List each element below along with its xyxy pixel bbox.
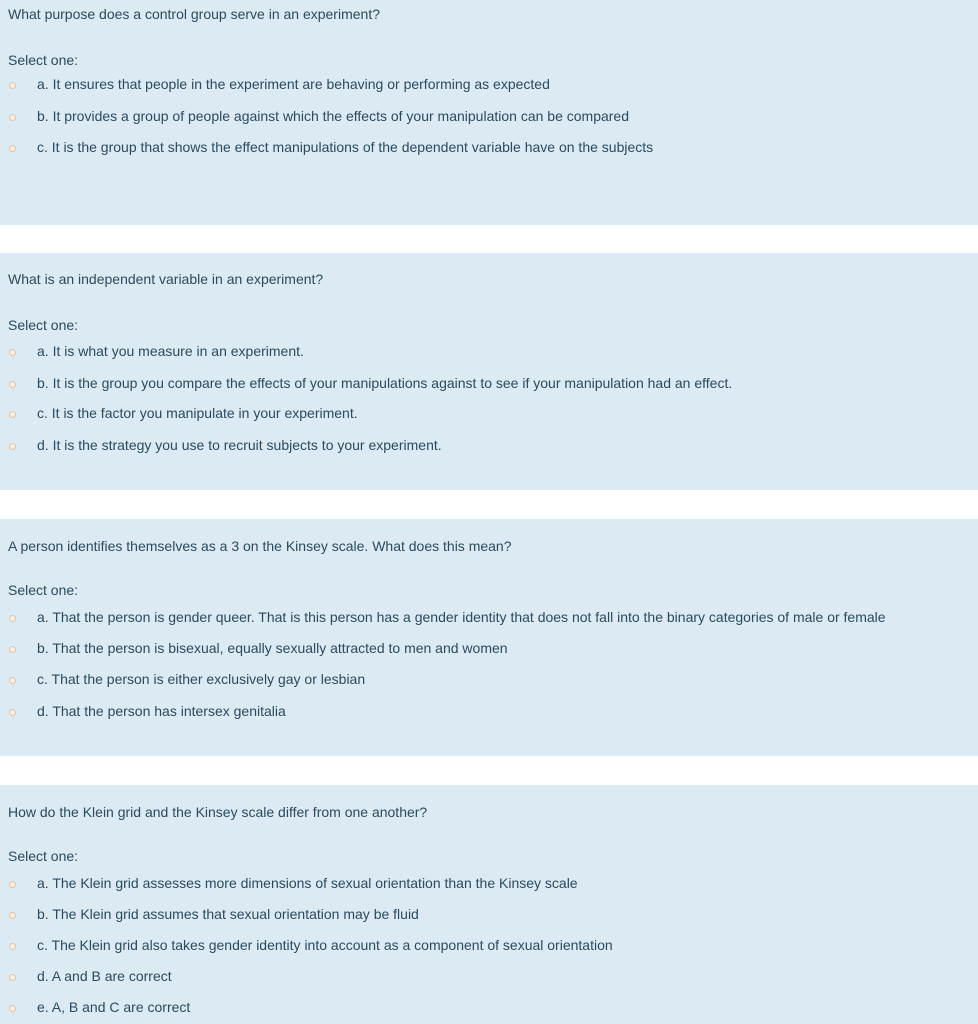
answer-option-label: a. It is what you measure in an experiment. (37, 343, 304, 359)
answer-option-label: a. The Klein grid assesses more dimensions of sexual orientation than the Kinsey scale (37, 875, 578, 891)
answer-option-label: a. That the person is gender queer. That is this person has a gender identity that does not fall into the binary categories of male or female (37, 609, 886, 625)
select-one-label: Select one: (8, 582, 79, 598)
answer-option-c[interactable] (0, 138, 978, 160)
radio-button[interactable] (9, 615, 16, 622)
answer-option-b[interactable] (0, 374, 978, 396)
radio-button[interactable] (9, 145, 16, 152)
select-one-label: Select one: (8, 848, 79, 864)
answer-option-label: e. A, B and C are correct (37, 999, 191, 1015)
answer-option-b[interactable] (0, 639, 978, 661)
radio-button[interactable] (9, 912, 16, 919)
answer-option-d[interactable] (0, 702, 978, 724)
answer-option-a[interactable] (0, 342, 978, 364)
answer-option-label: c. The Klein grid also takes gender identity into account as a component of sexual orientation (37, 937, 613, 953)
answer-option-label: a. It ensures that people in the experiment are behaving or performing as expected (37, 76, 550, 92)
radio-button[interactable] (9, 349, 16, 356)
radio-button[interactable] (9, 943, 16, 950)
answer-option-label: d. That the person has intersex genitalia (37, 703, 286, 719)
answer-option-label: c. It is the group that shows the effect manipulations of the dependent variable have on the subjects (37, 139, 654, 155)
question-text: How do the Klein grid and the Kinsey scale differ from one another? (8, 804, 428, 820)
select-one-label: Select one: (8, 52, 79, 68)
radio-button[interactable] (9, 443, 16, 450)
answer-option-c[interactable] (0, 404, 978, 426)
answer-option-d[interactable] (0, 967, 978, 989)
answer-option-b[interactable] (0, 905, 978, 927)
question-card-4 (0, 785, 978, 1024)
radio-button[interactable] (9, 974, 16, 981)
radio-button[interactable] (9, 709, 16, 716)
answer-option-d[interactable] (0, 436, 978, 458)
radio-button[interactable] (9, 881, 16, 888)
answer-option-label: c. It is the factor you manipulate in your experiment. (37, 405, 358, 421)
answer-option-label: b. That the person is bisexual, equally sexually attracted to men and women (37, 640, 508, 656)
answer-option-label: c. That the person is either exclusively gay or lesbian (37, 671, 366, 687)
question-text: A person identifies themselves as a 3 on the Kinsey scale. What does this mean? (8, 538, 512, 554)
question-text: What purpose does a control group serve in an experiment? (8, 6, 380, 22)
answer-option-e[interactable] (0, 998, 978, 1020)
radio-button[interactable] (9, 82, 16, 89)
answer-option-a[interactable] (0, 75, 978, 97)
question-text: What is an independent variable in an experiment? (8, 271, 324, 287)
answer-option-label: d. A and B are correct (37, 968, 172, 984)
radio-button[interactable] (9, 677, 16, 684)
answer-option-a[interactable] (0, 874, 978, 896)
answer-option-label: b. It is the group you compare the effects of your manipulations against to see if your manipulation had an effect. (37, 375, 733, 391)
select-one-label: Select one: (8, 317, 79, 333)
radio-button[interactable] (9, 411, 16, 418)
answer-option-label: b. It provides a group of people against which the effects of your manipulation can be compared (37, 108, 629, 124)
radio-button[interactable] (9, 114, 16, 121)
answer-option-label: b. The Klein grid assumes that sexual orientation may be fluid (37, 906, 419, 922)
question-card-3 (0, 519, 978, 756)
question-card-1 (0, 0, 978, 225)
answer-option-c[interactable] (0, 670, 978, 692)
radio-button[interactable] (9, 1005, 16, 1012)
answer-option-label: d. It is the strategy you use to recruit subjects to your experiment. (37, 437, 442, 453)
radio-button[interactable] (9, 381, 16, 388)
radio-button[interactable] (9, 646, 16, 653)
question-card-2 (0, 253, 978, 490)
answer-option-b[interactable] (0, 107, 978, 129)
answer-option-c[interactable] (0, 936, 978, 958)
answer-option-a[interactable] (0, 608, 978, 630)
